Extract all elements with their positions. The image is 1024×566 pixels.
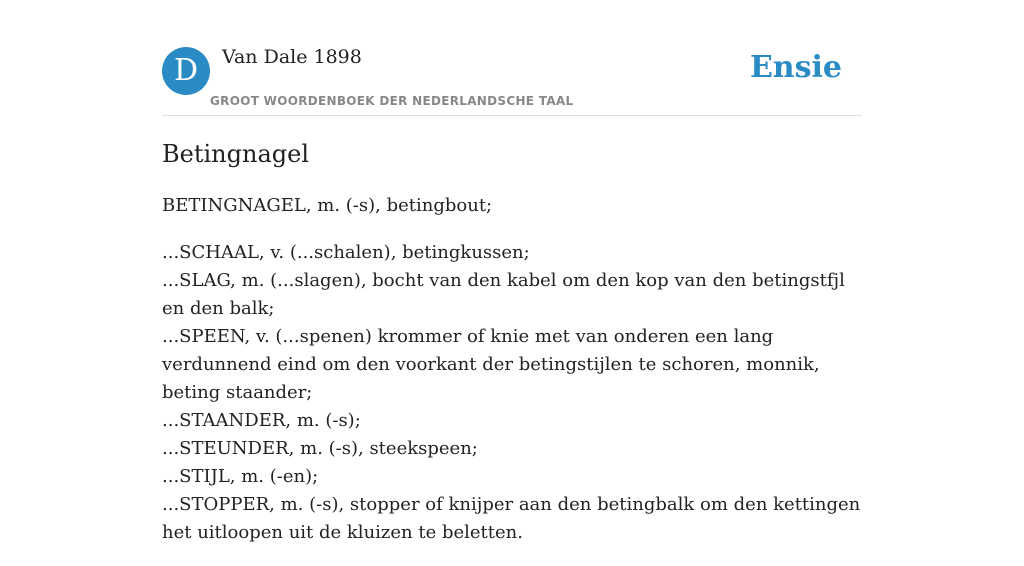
definition-intro: BETINGNAGEL, m. (-s), betingbout; bbox=[162, 195, 493, 216]
sub-entry: ...STEUNDER, m. (-s), steekspeen; bbox=[162, 438, 478, 459]
sub-entry: ...SCHAAL, v. (...schalen), betingkussen; bbox=[162, 242, 530, 263]
brand-logo[interactable]: Ensie bbox=[749, 50, 842, 85]
dictionary-subtitle: GROOT WOORDENBOEK DER NEDERLANDSCHE TAAL bbox=[210, 94, 574, 108]
sub-entries bbox=[162, 239, 862, 547]
sub-entry: ...SLAG, m. (...slagen), bocht van den kabel om den kop van den betingstfjl en den balk; bbox=[162, 270, 845, 319]
sub-entry: ...STAANDER, m. (-s); bbox=[162, 410, 361, 431]
page bbox=[162, 0, 862, 543]
entry-title: Betingnagel bbox=[162, 140, 309, 168]
entry-content bbox=[162, 192, 862, 566]
site-header bbox=[162, 0, 862, 116]
sub-entry: ...STOPPER, m. (-s), stopper of knijper aan den betingbalk om den kettingen het uitloopen uit de kluizen te beletten. bbox=[162, 494, 861, 543]
sub-entry: ...STIJL, m. (-en); bbox=[162, 466, 319, 487]
dictionary-title[interactable]: Van Dale 1898 bbox=[222, 46, 362, 68]
sub-entry: ...SPEEN, v. (...spenen) krommer of knie met van onderen een lang verdunnend eind om den voorkant der betingstijlen te schoren, monnik, beting staander; bbox=[162, 326, 820, 403]
dictionary-logo[interactable]: D bbox=[162, 47, 210, 95]
